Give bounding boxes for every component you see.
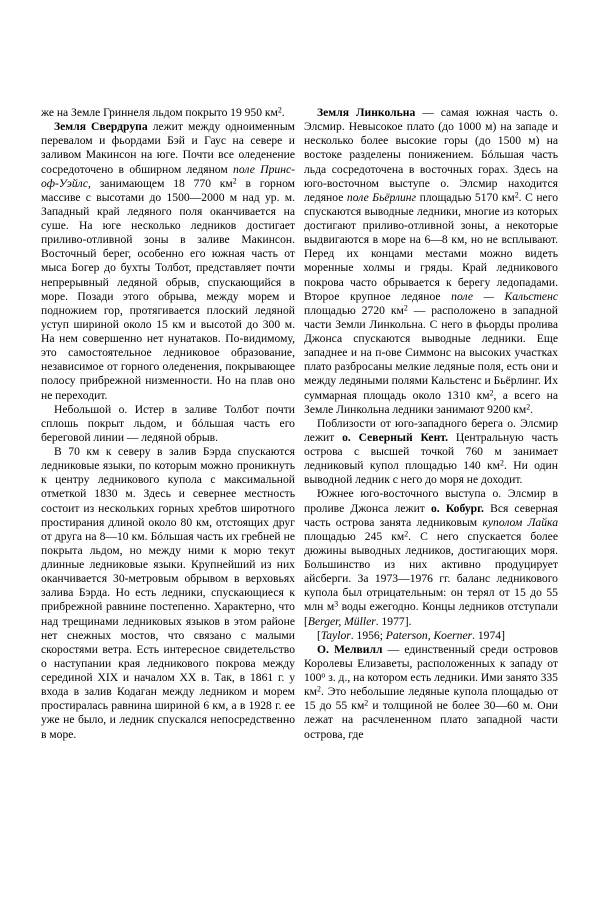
paragraph bbox=[41, 106, 295, 120]
text-run: Поблизости от юго-западного берега о. Элсмир лежит bbox=[304, 416, 558, 444]
text-run: — расположено в западной части Земли Линкольна. С него в фьорды пролива Джонса спускаются выводные ледники. Еще западнее и на п-ове Симмонс на высоких участках плато разбросаны мелкие ледяные поля, есть они и между ледяными полями Кальстенс и Бьёрлинг. Их суммарная площадь около 1310 км bbox=[304, 303, 558, 402]
paragraph bbox=[41, 403, 295, 445]
text-run: . 1974] bbox=[472, 628, 505, 642]
superscript: 2 bbox=[364, 698, 369, 708]
italic-term: Taylor bbox=[320, 628, 351, 642]
text-run: , а всего на Земле Линкольна ледники занимают 9200 км bbox=[304, 388, 558, 416]
italic-term: поле Бьёрлинг bbox=[346, 190, 417, 204]
text-run: Небольшой о. Истер в заливе Толбот почти сплошь покрыт льдом, и бóльшая часть его береговой линии — ледяной обрыв. bbox=[41, 402, 295, 444]
text-run: — самая южная часть о. Элсмир. Невысокое плато (до 1000 м) на западе и несколько более высокие горы (до 1500 м) на востоке разделены понижением. Бóльшая часть льда сосредоточена в восточных горах. Здесь на юго-восточном выступе о. Элсмир находится ледяное bbox=[304, 106, 558, 204]
text-run: Вся северная часть острова занята ледниковым bbox=[304, 501, 558, 529]
bold-term: Земля Линкольна bbox=[317, 106, 416, 119]
text-run: . bbox=[530, 402, 534, 416]
text-run: площадью 5170 км bbox=[416, 190, 515, 204]
text-run: — единственный среди островов Королевы Елизаветы, расположенных к западу от 100 bbox=[304, 642, 558, 684]
text-run: площадью 2720 км bbox=[304, 303, 404, 317]
text-run: Центральную часть острова с высшей точкой 760 м занимает ледниковый купол площадью 140 км bbox=[304, 430, 558, 473]
bold-term: Земля Свердрупа bbox=[54, 120, 148, 134]
superscript: 2 bbox=[277, 105, 282, 115]
text-run: . bbox=[281, 106, 285, 119]
superscript: 2 bbox=[232, 176, 237, 186]
superscript: 2 bbox=[403, 303, 408, 313]
paragraph bbox=[304, 106, 558, 417]
text-run: з. д., на котором есть ледники. Ими занято 335 км bbox=[304, 671, 558, 699]
text-run: . С него спускаются выводные ледники, многие из которых достигают приливо-отливной зоны, а некоторые выдвигаются в море на 6—8 км, но не всплывают. Перед их концами местами можно видеть моренные холмы и гряды. Край ледникового покрова часто обрывается к берегу ледопадами. Второе крупное ледяное bbox=[304, 190, 558, 303]
left-text-column bbox=[41, 106, 295, 742]
paragraph bbox=[304, 417, 558, 488]
text-run: . Это небольшие ледяные купола площадью от 15 до 55 км bbox=[304, 685, 558, 713]
text-run: лежит между одноименным перевалом и фьордами Бэй и Гаус на севере и заливом Макинсон на юге. Почти все оледенение сосредоточено в обширном ледяном bbox=[41, 120, 295, 176]
superscript: 2 bbox=[317, 684, 321, 694]
italic-term: Paterson, Koerner bbox=[385, 628, 473, 642]
bold-term: О. Мелвилл bbox=[317, 642, 383, 656]
text-run: Южнее юго-восточного выступа о. Элсмир в проливе Джонса лежит bbox=[304, 487, 558, 515]
paragraph bbox=[304, 643, 558, 742]
superscript: 3 bbox=[334, 599, 339, 609]
text-run: . 1956; bbox=[350, 628, 386, 642]
text-run: [ bbox=[317, 628, 321, 642]
superscript: 2 bbox=[489, 387, 494, 397]
bold-term: о. Северный Кент. bbox=[342, 430, 449, 444]
paragraph bbox=[304, 487, 558, 628]
text-run: в горном массиве с высотами до 1500—2000 м над ур. м. Западный край ледяного поля оканчивается на суше. На юге несколько ледников достигает приливо-отливной зоны в заливе Макинсон. Восточный берег, особенно его южная часть от мыса Богер до бухты Толбот, представляет почти непрерывный ледяной обрыв, спускающийся в море. Позади этого обрыва, между морем и подножием гор, протягивается плоский ледяной уступ шириной около 15 км и высотой до 300 м. На нем совершенно нет нунатаков. По-видимому, это самостоятельное ледниковое образование, независимое от горного оледенения, покрывающее полосу прибрежной низменности. Но на плав оно не переходит. bbox=[41, 176, 296, 402]
italic-term: поле — Кальстенс bbox=[451, 289, 558, 303]
text-run: площадью 245 км bbox=[304, 529, 405, 543]
paragraph bbox=[41, 120, 295, 403]
superscript: 2 bbox=[514, 190, 519, 200]
text-run: В 70 км к северу в залив Бэрда спускаются ледниковые языки, по которым можно проникнуть к центру ледникового купола с максимальной отметкой 1830 м. Здесь и севернее местность состоит из нескольких горных хребтов широтного простирания длиной около 80 км, отстоящих друг от друга на 8—10 км. Бóльшая часть их гребней не покрыта льдом, но между ними к морю текут длинные ледниковые языки. Крупнейший из них оканчивается 30-метровым обрывом в верховьях залива Бэрда. Но есть ледники, спускающиеся к прибрежной равнине постепенно. Характерно, что над трещинами ледниковых языков в этом районе нет снежных мостов, что связано с малыми скоростями ветра. Есть интересное свидетельство о наступании края ледникового покрова между серединой XIX и началом XX в. Так, в 1861 г. у входа в залив Кодаган между ледником и морем простиралась равнина шириной 6 км, а в 1928 г. ее уже не было, и ледник спускался непосредственно в море. bbox=[41, 445, 295, 741]
text-run: и толщиной не более 30—60 м. Они лежат на расчлененном плато западной части острова, где bbox=[304, 699, 558, 741]
italic-term: куполом Лайка bbox=[482, 515, 558, 529]
bold-term: о. Кобург. bbox=[430, 501, 484, 515]
italic-term: поле Принс-оф-Уэйлс bbox=[41, 162, 295, 190]
superscript: 2 bbox=[404, 529, 409, 539]
right-text-column bbox=[304, 106, 558, 742]
superscript: о bbox=[321, 670, 326, 680]
superscript: 2 bbox=[526, 402, 531, 412]
superscript: 2 bbox=[500, 458, 504, 468]
paragraph bbox=[304, 629, 558, 643]
text-run: воды ежегодно. Концы ледников отступали [ bbox=[304, 600, 558, 628]
text-run: , занимающем 18 770 км bbox=[88, 176, 233, 190]
text-run: . Ни один выводной ледник с него до моря не доходит. bbox=[304, 459, 558, 487]
two-column-text-body bbox=[41, 106, 559, 742]
text-run: . С него спускается более дюжины выводных ледников, достигающих моря. Большинство из них активно продуцирует айсберги. За 1973—1976 гг. баланс ледникового купола был отрицательным: он терял от 15 до 55 млн м bbox=[304, 529, 558, 614]
paragraph bbox=[41, 445, 295, 742]
italic-term: Berger, Müller bbox=[307, 614, 376, 628]
text-run: же на Земле Гриннеля льдом покрыто 19 950 км bbox=[41, 106, 278, 119]
text-run: . 1977]. bbox=[375, 614, 412, 628]
